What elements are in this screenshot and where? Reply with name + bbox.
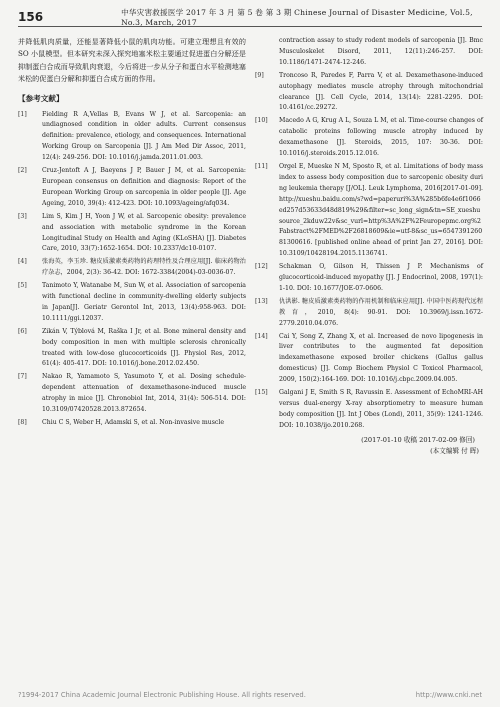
reference-item (255, 332, 483, 387)
reference-text: 张海英，李玉珍. 糖皮质激素类药物的药理特性及合理应用[J]. 临床药物治疗杂志，2004, 2(3): 36-42. DOI: 1672-3384(2004)-03-0036-07. (42, 258, 246, 277)
reference-text: Zikán V, Týblová M, Raška I Jr, et al. Bone mineral density and body composition in men with multiple sclerosis chronically treated with low-dose glucocorticoids [J]. Physiol Res, 2012, 61(4): 405-417. DOI: 10.1016/j.bone.2012.02.450. (42, 327, 246, 368)
editor-credit: (本文编辑 付 晖) (430, 446, 479, 455)
body-paragraph: 并降低肌肉质量，还能显著降低小鼠的肌肉功能。可建立理想且有效的 SO 小鼠模型。但本研究未深入探究地塞米松主要通过促进蛋白分解还是抑制蛋白合成而导致肌肉衰退，今后将进一步从分子和蛋白水平检测地塞米松的促蛋白分解和抑蛋白合成方面的作用。 (18, 37, 246, 84)
reference-item (18, 372, 246, 416)
left-column (18, 36, 246, 431)
reference-item (18, 327, 246, 371)
reference-number: [7] (18, 373, 27, 381)
reference-text: 仇洪影. 糖皮质激素类药物的作用机制和临床应用[J]. 中国中医药现代远程教育，2010, 8(4): 90-91. DOI: 10.3969/j.issn.1672-2779.2010.04.076. (279, 297, 483, 327)
reference-item (18, 418, 246, 429)
reference-text: Tanimoto Y, Watanabe M, Sun W, et al. Association of sarcopenia with functional decline in community-dwelling elderly subjects in Japan[J]. Geriatr Gerontol Int, 2013, 13(4):958-963. DOI: 10.1111/ggi.12037. (42, 282, 246, 322)
reference-number: [15] (255, 389, 268, 397)
reference-number: [2] (18, 167, 27, 175)
reference-text: Galgani J E, Smith S R, Ravussin E. Assessment of EchoMRI-AH versus dual-energy X-ray absorptiometry to measure human body composition [J]. Int J Obes (Lond), 2011, 35(9): 1241-1246. DOI: 10.1038/ijo.2010.268. (279, 389, 483, 429)
journal-running-head: 中华灾害救援医学 2017 年 3 月 第 5 卷 第 3 期 Chinese Journal of Disaster Medicine, Vol.5, No.3, March, 2017 (121, 8, 473, 27)
reference-item (18, 166, 246, 210)
received-revised-dates: (2017-01-10 收稿 2017-02-09 修回) (361, 435, 475, 444)
reference-item (255, 116, 483, 160)
right-column (255, 36, 483, 457)
reference-item (18, 212, 246, 256)
page-footer (0, 691, 500, 699)
reference-text: Fielding R A,Vellas B, Evans W J, et al. Sarcopenia: an undiagnosed condition in older adults. Current consensus definition: prevalence, etiology, and consequences. International Working Group on Sarcopenia [J]. J Am Med Dir Assoc, 2011, 12(4): 249-256. DOI: 10.1016/j.jamda.2011.01.003. (42, 110, 246, 162)
copyright-notice: ?1994-2017 China Academic Journal Electronic Publishing House. All rights reserved. (18, 691, 306, 699)
reference-number: [11] (255, 162, 268, 170)
reference-item (255, 71, 483, 115)
reference-number: [4] (18, 258, 27, 266)
reference-item (18, 257, 246, 279)
reference-text: Schakman O, Gilson H, Thissen J P. Mechanisms of glucocorticoid-induced myopathy [J]. J Endocrinol, 2008, 197(1): 1-10. DOI: 10.1677/JOE-07-0606. (279, 263, 483, 292)
reference-number: [3] (18, 212, 27, 220)
site-url: http://www.cnki.net (415, 691, 482, 699)
reference-text: Macedo A G, Krug A L, Souza L M, et al. Time-course changes of catabolic proteins following muscle atrophy induced by dexamethasone [J]. Steroids, 2015, 107: 30-36. DOI: 10.1016/j.steroids.2015.12.016. (279, 117, 483, 158)
reference-text: Chiu C S, Weber H, Adamski S, et al. Non-invasive muscle (42, 419, 224, 426)
reference-item (255, 262, 483, 295)
reference-number: [9] (255, 71, 264, 79)
reference-continuation: contraction assay to study rodent models of sarcopenia [J]. Bmc Musculoskelet Disord, 2011, 12(11):246-257. DOI: 10.1186/1471-2474-12-246. (279, 37, 483, 66)
reference-text: Nakao R, Yamamoto S, Yasumoto Y, et al. Dosing schedule-dependent attenuation of dexamethasone-induced muscle atrophy in mice [J]. Chronobiol Int, 2014, 31(4): 506-514. DOI: 10.3109/07420528.2013.872654. (42, 373, 246, 414)
reference-text: Cruz-Jentoft A J, Baeyens J P, Bauer J M, et al. Sarcopenia: European consensus on definition and diagnosis: Report of the European Working Group on sarcopenia in older people [J]. Age Ageing, 2010, 39(4): 412-423. DOI: 10.1093/ageing/afq034. (42, 167, 246, 207)
reference-item (255, 297, 483, 330)
reference-item (255, 162, 483, 260)
reference-text: Troncoso R, Paredes F, Parra V, et al. Dexamethasone-induced autophagy mediates muscle atrophy through mitochondrial clearance [J]. Cell Cycle, 2014, 13(14): 2281-2295. DOI: 10.4161/cc.29272. (279, 71, 483, 112)
reference-text: Cai Y, Song Z, Zhang X, et al. Increased de novo lipogenesis in liver contributes to the augmented fat deposition indexamethasone exposed broiler chickens (Gallus gallus domesticus) [J]. Comp Biochem Physiol C Toxicol Pharmacol, 2009, 150(2):164-169. DOI: 10.1016/j.cbpc.2009.04.005. (279, 332, 483, 384)
reference-item (18, 281, 246, 325)
reference-number: [13] (255, 297, 268, 305)
reference-number: [5] (18, 282, 27, 290)
reference-item (255, 388, 483, 432)
references-heading: 【参考文献】 (18, 93, 64, 103)
reference-number: [14] (255, 332, 268, 340)
reference-number: [8] (18, 419, 27, 426)
reference-number: [1] (18, 110, 27, 118)
reference-number: [12] (255, 263, 268, 271)
reference-text: Orgel E, Mueske N M, Sposto R, et al. Limitations of body mass index to assess body composition due to sarcopenic obesity during leukemia therapy [J/OL]. Leuk Lymphoma, 2016[2017-01-09]. http://xueshu.baidu.com/s?wd=paperuri%3A%285b6fe4e6f1066ed257d53633d48d819%29&filter=sc_long_sign&tn=SE_xueshusource_2kduw22v&sc_vurl=http%3A%2F%2Feuropepmc.org%2Fabstract%2FMED%2F26818609&ie=utf-8&sc_us=654739126081300616. [published online ahead of print Jan 27, 2016]. DOI: 10.3109/10428194.2015.1136741. (279, 162, 483, 258)
reference-number: [6] (18, 327, 27, 335)
page-header (18, 10, 482, 27)
reference-item (18, 110, 246, 165)
page-number: 156 (18, 10, 44, 24)
reference-text: Lim S, Kim J H, Yoon J W, et al. Sarcopenic obesity: prevalence and association with metabolic syndrome in the Korean Longitudinal Study on Health and Aging (KLoSHA) [J]. Diabetes Care, 2010, 33(7):1652-1654. DOI: 10.2337/dc10-0107. (42, 212, 246, 253)
reference-number: [10] (255, 117, 268, 125)
